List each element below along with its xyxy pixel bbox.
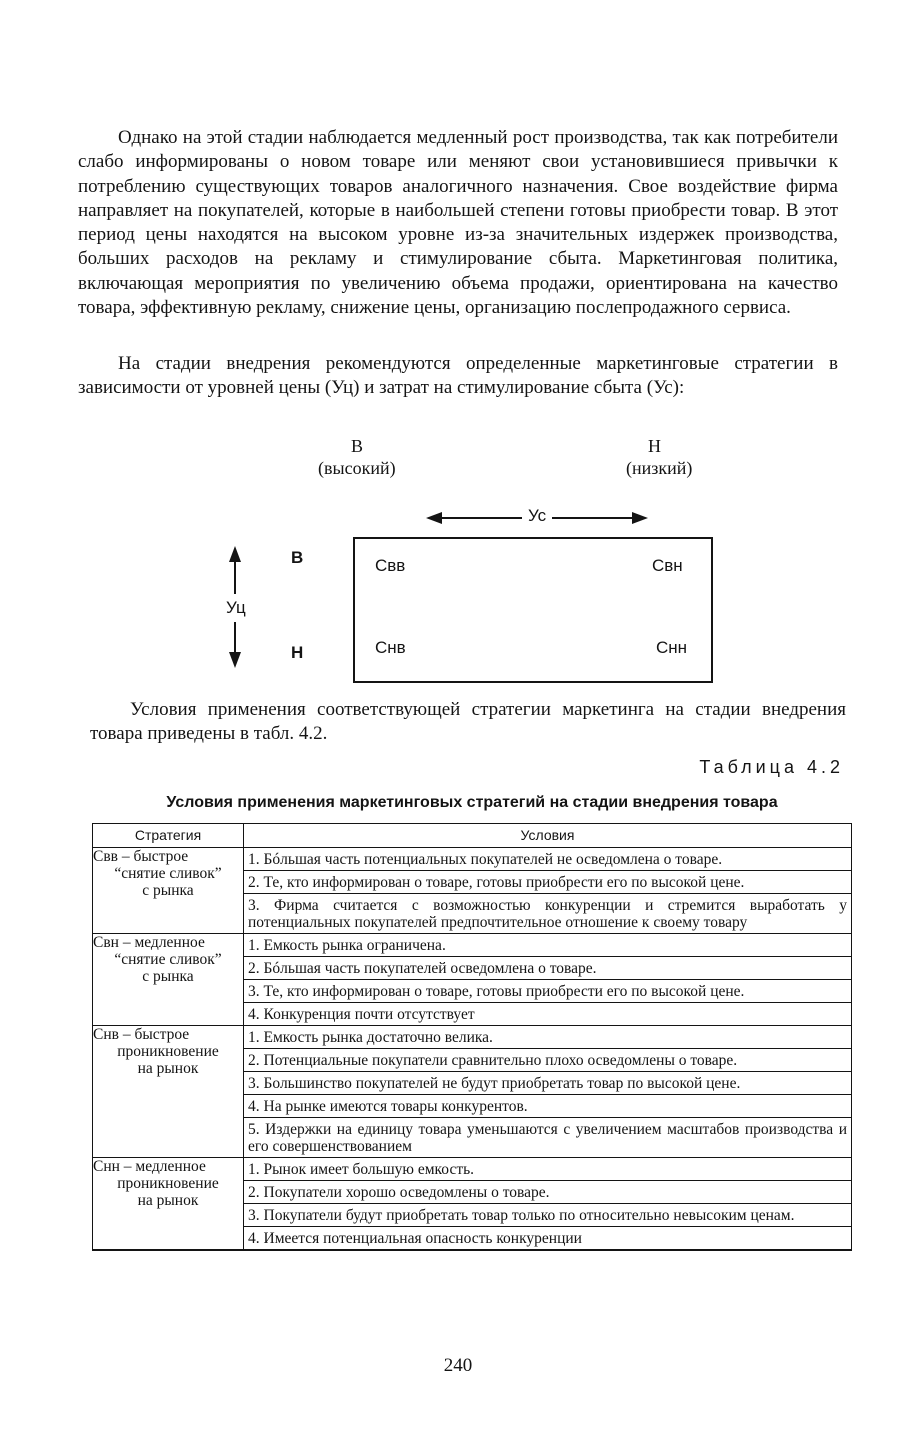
cell-vn: Свн	[652, 556, 683, 575]
condition-text: 3. Те, кто информирован о товаре, готовы приобрести его по высокой цене.	[248, 983, 745, 1000]
condition-item	[244, 1158, 851, 1181]
conditions-cell	[244, 934, 852, 1026]
condition-text: 4. Конкуренция почти отсутствует	[248, 1006, 475, 1023]
condition-item	[244, 1227, 851, 1249]
condition-item	[244, 1049, 851, 1072]
condition-text: 3. Большинство покупателей не будут приобретать товар по высокой цене.	[248, 1075, 741, 1092]
table-row	[93, 934, 852, 1026]
condition-text: 1. Рынок имеет большую емкость.	[248, 1161, 475, 1178]
table-label: Таблица 4.2	[699, 757, 844, 777]
condition-text: 2. Потенциальные покупатели сравнительно плохо осведомлены о товаре.	[248, 1052, 738, 1069]
table-caption: Условия применения маркетинговых стратегий на стадии внедрения товара	[166, 794, 778, 811]
strategy-line: “снятие сливок”	[114, 951, 222, 968]
strategy-line: Снв – быстрое	[93, 1026, 190, 1043]
arrow-down-icon	[229, 652, 241, 668]
paragraph-strategies-text: На стадии внедрения рекомендуются определенные маркетинговые стратегии в зависимости от уровней цены (Уц) и затрат на стимулирование сбыта (Ус):	[78, 353, 838, 399]
header-low-letter: Н	[648, 436, 661, 456]
strategy-line: “снятие сливок”	[114, 865, 222, 882]
header-low-word: (низкий)	[626, 458, 693, 478]
header-high-letter: В	[351, 436, 364, 456]
condition-item	[244, 1118, 851, 1157]
condition-item	[244, 1204, 851, 1227]
strategy-line: Свв – быстрое	[93, 848, 189, 865]
strategy-line: на рынок	[137, 1192, 199, 1209]
arrow-right-icon	[632, 512, 648, 524]
strategy-line: проникновение	[117, 1175, 219, 1192]
vertical-axis-label: Уц	[226, 598, 246, 617]
strategy-line: с рынка	[142, 968, 194, 985]
table-row	[93, 1026, 852, 1158]
condition-item	[244, 980, 851, 1003]
strategy-line: с рынка	[142, 882, 194, 899]
arrow-left-line	[440, 517, 522, 519]
conditions-cell	[244, 848, 852, 934]
table-body	[93, 848, 852, 1251]
strategy-line: Свн – медленное	[93, 934, 205, 951]
strategy-cell	[93, 848, 244, 934]
strategy-cell	[93, 1158, 244, 1251]
condition-text: 2. Те, кто информирован о товаре, готовы приобрести его по высокой цене.	[248, 874, 745, 891]
condition-text: 2. Бóльшая часть покупателей осведомлена о товаре.	[248, 960, 597, 977]
horizontal-axis-label: Ус	[528, 506, 547, 525]
header-strategy: Стратегия	[93, 824, 244, 848]
condition-text: 2. Покупатели хорошо осведомлены о товаре.	[248, 1184, 550, 1201]
table-header-row	[93, 824, 852, 848]
condition-item	[244, 957, 851, 980]
condition-text: 1. Емкость рынка ограничена.	[248, 937, 446, 954]
condition-text: 4. На рынке имеются товары конкурентов.	[248, 1098, 528, 1115]
condition-text: 4. Имеется потенциальная опасность конкуренции	[248, 1230, 582, 1247]
table-row	[93, 1158, 852, 1251]
cell-nn: Снн	[656, 638, 688, 657]
conditions-cell	[244, 1158, 852, 1251]
table-row	[93, 848, 852, 934]
condition-item	[244, 1072, 851, 1095]
arrow-up-line	[234, 560, 236, 594]
strategy-conditions-table	[92, 823, 852, 1251]
condition-text: 1. Емкость рынка достаточно велика.	[248, 1029, 493, 1046]
cell-nv: Снв	[375, 638, 406, 657]
cell-vv: Свв	[375, 556, 406, 575]
condition-text: 3. Покупатели будут приобретать товар только по относительно невысоким ценам.	[248, 1207, 795, 1224]
condition-item	[244, 894, 851, 933]
strategy-line: Снн – медленное	[93, 1158, 206, 1175]
condition-item	[244, 1026, 851, 1049]
strategy-line: на рынок	[137, 1060, 199, 1077]
row-label-low: Н	[291, 643, 304, 662]
condition-item	[244, 934, 851, 957]
header-high-word: (высокий)	[318, 458, 396, 478]
condition-item	[244, 1181, 851, 1204]
condition-item	[244, 848, 851, 871]
header-conditions: Условия	[244, 824, 852, 848]
condition-item	[244, 1095, 851, 1118]
condition-text: 3. Фирма считается с возможностью конкуренции и стремится выработать у потенциальных покупателей предпочтительное отношение к своему товару	[248, 897, 847, 931]
condition-item	[244, 1003, 851, 1025]
arrow-down-line	[234, 622, 236, 656]
strategy-cell	[93, 1026, 244, 1158]
paragraph-table-ref	[90, 698, 846, 747]
page-number: 240	[443, 1355, 473, 1376]
paragraph-table-ref-text: Условия применения соответствующей стратегии маркетинга на стадии внедрения товара приведены в табл. 4.2.	[90, 699, 846, 745]
condition-item	[244, 871, 851, 894]
conditions-cell	[244, 1026, 852, 1158]
paragraph-strategies	[78, 352, 838, 401]
paragraph-intro	[78, 126, 838, 320]
arrow-right-line	[552, 517, 636, 519]
condition-text: 5. Издержки на единицу товара уменьшаются с увеличением масштабов производства и его совершенствованием	[248, 1121, 847, 1155]
row-label-high: В	[291, 548, 304, 567]
strategy-line: проникновение	[117, 1043, 219, 1060]
condition-text: 1. Бóльшая часть потенциальных покупателей не осведомлена о товаре.	[248, 851, 723, 868]
paragraph-intro-text: Однако на этой стадии наблюдается медленный рост производства, так как потребители слабо информированы о новом товаре или меняют свои установившиеся привычки к потреблению существующих товаров аналогичного назначения. Свое воздействие фирма направляет на покупателей, которые в наибольшей степени готовы приобрести товар. В этот период цены находятся на высоком уровне из-за значительных издержек производства, больших расходов на рекламу и стимулирование сбыта. Маркетинговая политика, включающая мероприятия по увеличению объема продажи, ориентирована на качество товара, эффективную рекламу, снижение цены, организацию послепродажного сервиса.	[78, 127, 838, 319]
strategy-cell	[93, 934, 244, 1026]
